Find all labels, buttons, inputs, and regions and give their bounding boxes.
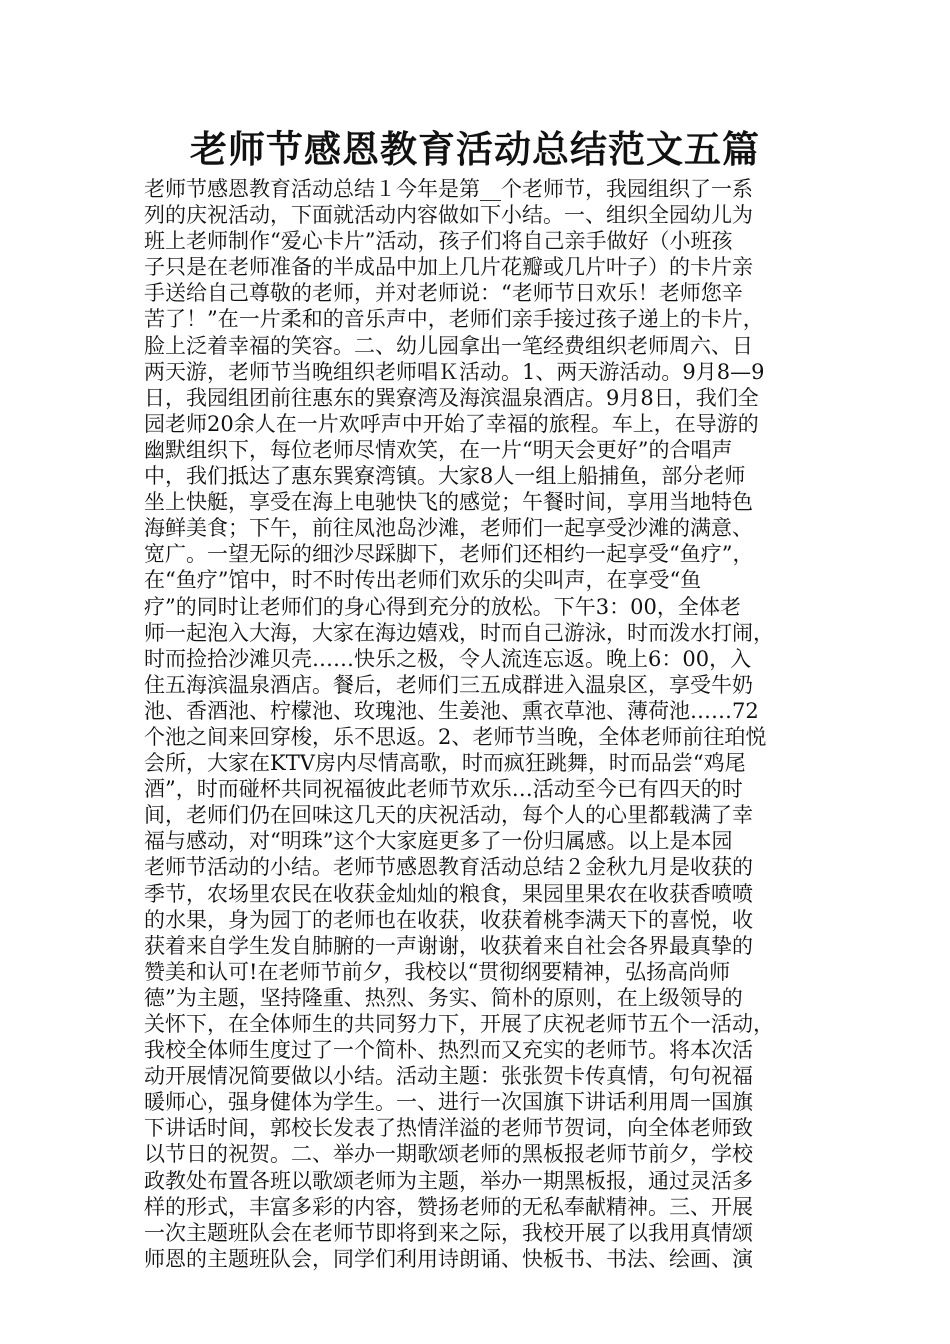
- body-text-line: 班上老师制作“爱心卡片”活动，孩子们将自己亲手做好（小班孩: [144, 229, 733, 254]
- body-text-line: 个池之间来回穿梭，乐不思返。2、老师节当晚，全体老师前往珀悦: [144, 724, 767, 749]
- body-text-line: 老师节活动的小结。老师节感恩教育活动总结２金秋九月是收获的: [144, 855, 753, 880]
- body-text-line: 池、香酒池、柠檬池、玫瑰池、生姜池、熏衣草池、薄荷池……72: [144, 698, 759, 723]
- body-text-line: 子只是在老师准备的半成品中加上几片花瓣或几片叶子）的卡片亲: [144, 255, 753, 280]
- body-text-line: 政教处布置各班以歌颂老师为主题，举办一期黑板报，通过灵活多: [144, 1168, 753, 1193]
- body-text-line: 列的庆祝活动，下面就活动内容做如下小结。一、组织全园幼儿为: [144, 203, 753, 228]
- body-text-line: 苦了！”在一片柔和的音乐声中，老师们亲手接过孩子递上的卡片，: [144, 307, 764, 332]
- body-text-line: 的水果，身为园丁的老师也在收获，收获着桃李满天下的喜悦，收: [144, 907, 753, 932]
- body-text-line: 老师节感恩教育活动总结１今年是第__个老师节，我园组织了一系: [144, 177, 753, 201]
- body-text-line: 下讲话时间，郭校长发表了热情洋溢的老师节贺词，向全体老师致: [144, 1116, 753, 1141]
- body-text-line: 赞美和认可!在老师节前夕，我校以“贯彻纲要精神，弘扬高尚师: [144, 959, 731, 984]
- body-text-line: 我校全体师生度过了一个简朴、热烈而又充实的老师节。将本次活: [144, 1038, 753, 1063]
- document-title: 老师节感恩教育活动总结范文五篇: [190, 128, 760, 171]
- body-text-line: 动开展情况简要做以小结。活动主题：张张贺卡传真情，句句祝福: [144, 1064, 753, 1089]
- body-text-line: 季节，农场里农民在收获金灿灿的粮食，果园里果农在收获香喷喷: [144, 881, 753, 906]
- body-text-line: 手送给自己尊敬的老师，并对老师说：“老师节日欢乐！老师您辛: [144, 281, 743, 306]
- body-text-line: 疗”的同时让老师们的身心得到充分的放松。下午3：00，全体老: [144, 594, 741, 619]
- body-text-line: 坐上快艇，享受在海上电驰快飞的感觉；午餐时间，享用当地特色: [144, 490, 753, 515]
- body-text-line: 园老师20余人在一片欢呼声中开始了幸福的旅程。车上，在导游的: [144, 411, 759, 436]
- body-text-line: 中，我们抵达了惠东巽寮湾镇。大家8人一组上船捕鱼，部分老师: [144, 464, 746, 489]
- body-text-line: 时而捡拾沙滩贝壳……快乐之极，令人流连忘返。晚上6：00，入: [144, 646, 752, 671]
- body-text-line: 住五海滨温泉酒店。餐后，老师们三五成群进入温泉区，享受牛奶: [144, 672, 753, 697]
- body-text-line: 德”为主题，坚持隆重、热烈、务实、简朴的原则，在上级领导的: [144, 985, 743, 1010]
- body-text-line: 宽广。一望无际的细沙尽踩脚下，老师们还相约一起享受“鱼疗”，: [144, 542, 754, 567]
- body-text-line: 在“鱼疗”馆中，时不时传出老师们欢乐的尖叫声，在享受“鱼: [144, 568, 702, 593]
- body-text-line: 一次主题班队会在老师节即将到来之际，我校开展了以我用真情颂: [144, 1220, 753, 1245]
- body-text-line: 间，老师们仍在回味这几天的庆祝活动，每个人的心里都载满了幸: [144, 803, 753, 828]
- body-text-line: 关怀下，在全体师生的共同努力下，开展了庆祝老师节五个一活动，: [144, 1012, 774, 1036]
- body-text-line: 福与感动，对“明珠”这个大家庭更多了一份归属感。以上是本园: [144, 829, 733, 854]
- body-text-line: 获着来自学生发自肺腑的一声谢谢，收获着来自社会各界最真挚的: [144, 933, 753, 958]
- document-body: [144, 176, 812, 1272]
- body-text-line: 师一起泡入大海，大家在海边嬉戏，时而自己游泳，时而泼水打闹，: [144, 620, 774, 645]
- body-text-line: 幽默组织下，每位老师尽情欢笑，在一片“明天会更好”的合唱声: [144, 437, 733, 462]
- body-text-line: 脸上泛着幸福的笑容。二、幼儿园拿出一笔经费组织老师周六、日: [144, 333, 753, 358]
- body-text-line: 日，我园组团前往惠东的巽寮湾及海滨温泉酒店。9月8日，我们全: [144, 385, 759, 410]
- body-text-line: 两天游，老师节当晚组织老师唱Ｋ活动。1、两天游活动。9月8—9: [144, 359, 765, 384]
- body-text-line: 酒”，时而碰杯共同祝福彼此老师节欢乐…活动至今已有四天的时: [144, 777, 743, 802]
- body-text-line: 师恩的主题班队会，同学们利用诗朗诵、快板书、书法、绘画、演: [144, 1246, 753, 1271]
- body-text-line: 样的形式，丰富多彩的内容，赞扬老师的无私奉献精神。三、开展: [144, 1194, 753, 1219]
- body-text-line: 以节日的祝贺。二、举办一期歌颂老师的黑板报老师节前夕，学校: [144, 1142, 753, 1167]
- body-text-line: 暖师心，强身健体为学生。一、进行一次国旗下讲话利用周一国旗: [144, 1090, 753, 1115]
- body-text-line: 会所，大家在KTV房内尽情高歌，时而疯狂跳舞，时而品尝“鸡尾: [144, 751, 746, 776]
- body-text-line: 海鲜美食；下午，前往凤池岛沙滩，老师们一起享受沙滩的满意、: [144, 516, 753, 541]
